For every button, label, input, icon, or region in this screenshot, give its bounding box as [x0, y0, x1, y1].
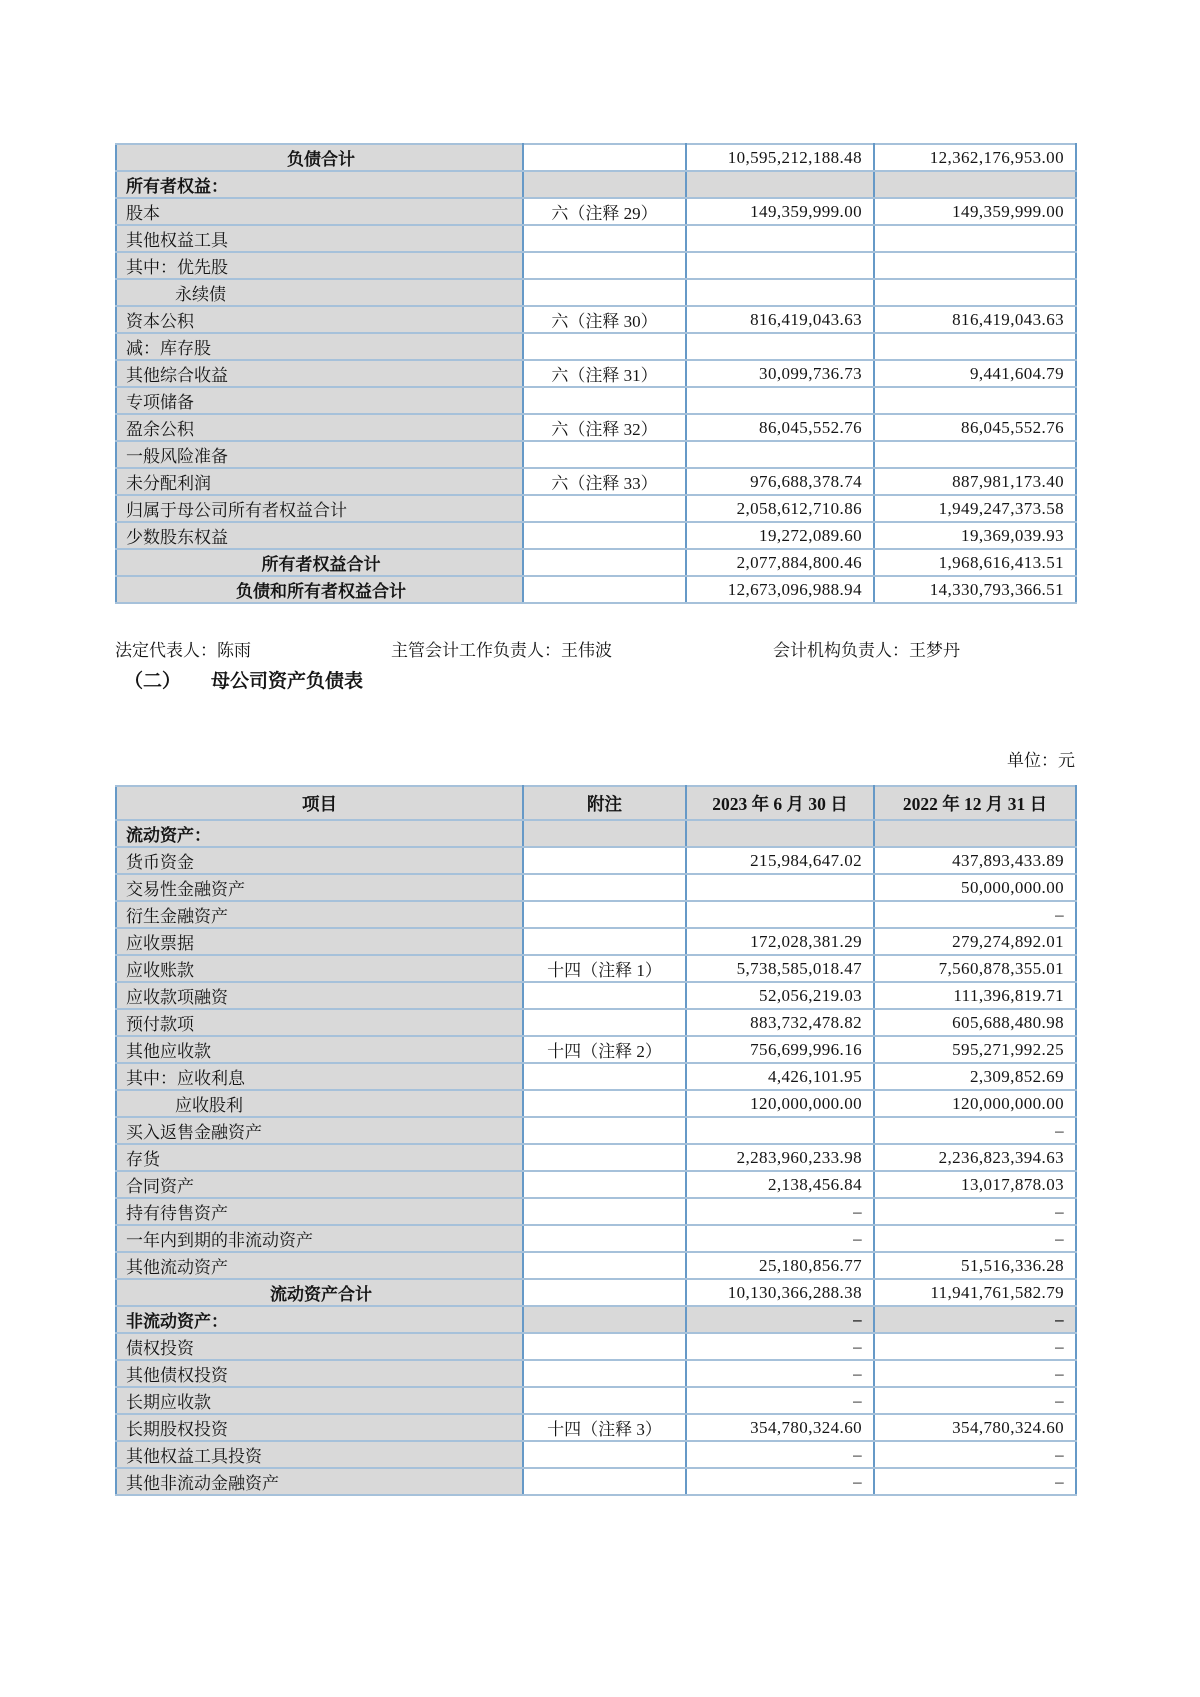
cell-label: 应收款项融资: [116, 982, 523, 1009]
cell-label: 长期股权投资: [116, 1414, 523, 1441]
cell-value-2023: [686, 252, 874, 279]
cell-label: 债权投资: [116, 1333, 523, 1360]
cell-value-2023: 10,130,366,288.38: [686, 1279, 874, 1306]
cell-label: 其他非流动金融资产: [116, 1468, 523, 1495]
cell-value-2022: –: [874, 1225, 1076, 1252]
section-index: （二）: [124, 671, 182, 692]
cell-label: 永续债: [116, 279, 523, 306]
table-header-row: [116, 786, 1076, 820]
cell-note: [523, 1441, 686, 1468]
cell-note: [523, 901, 686, 928]
cell-label: 专项储备: [116, 387, 523, 414]
table-row: [116, 847, 1076, 874]
cell-label: 买入返售金融资产: [116, 1117, 523, 1144]
cell-value-2022: –: [874, 1198, 1076, 1225]
table-row: [116, 1252, 1076, 1279]
cell-label: 一年内到期的非流动资产: [116, 1225, 523, 1252]
cell-note: [523, 333, 686, 360]
cell-value-2023: 10,595,212,188.48: [686, 144, 874, 171]
table-row: [116, 144, 1076, 171]
cell-note: [523, 1387, 686, 1414]
cell-label: 其他综合收益: [116, 360, 523, 387]
table-row: [116, 1414, 1076, 1441]
table-row: [116, 1360, 1076, 1387]
cell-value-2023: 149,359,999.00: [686, 198, 874, 225]
cell-label: 合同资产: [116, 1171, 523, 1198]
cell-value-2022: 19,369,039.93: [874, 522, 1076, 549]
cell-value-2023: 2,138,456.84: [686, 1171, 874, 1198]
cell-label: 其他权益工具投资: [116, 1441, 523, 1468]
cell-note: [523, 1198, 686, 1225]
table-row: [116, 414, 1076, 441]
cell-value-2022: 50,000,000.00: [874, 874, 1076, 901]
cell-note: [523, 144, 686, 171]
cell-note: 十四（注释 3）: [523, 1414, 686, 1441]
cell-label: 其他应收款: [116, 1036, 523, 1063]
cell-note: [523, 1225, 686, 1252]
cell-note: [523, 441, 686, 468]
cell-label: 归属于母公司所有者权益合计: [116, 495, 523, 522]
cell-note: [523, 387, 686, 414]
cell-value-2022: –: [874, 1117, 1076, 1144]
cell-value-2022: –: [874, 901, 1076, 928]
cell-value-2022: 149,359,999.00: [874, 198, 1076, 225]
cell-label: 应收股利: [116, 1090, 523, 1117]
cell-value-2022: 11,941,761,582.79: [874, 1279, 1076, 1306]
cell-label: 持有待售资产: [116, 1198, 523, 1225]
cell-label: 其中：优先股: [116, 252, 523, 279]
cell-note: 十四（注释 1）: [523, 955, 686, 982]
parent-company-balance-sheet-table: [115, 785, 1077, 1496]
cell-value-2023: 4,426,101.95: [686, 1063, 874, 1090]
cell-value-2023: 215,984,647.02: [686, 847, 874, 874]
cell-note: 六（注释 29）: [523, 198, 686, 225]
cell-note: [523, 1009, 686, 1036]
cell-note: [523, 549, 686, 576]
cell-value-2023: 86,045,552.76: [686, 414, 874, 441]
cell-value-2022: –: [874, 1387, 1076, 1414]
cell-value-2022: 9,441,604.79: [874, 360, 1076, 387]
cell-value-2022: 13,017,878.03: [874, 1171, 1076, 1198]
cell-value-2023: 120,000,000.00: [686, 1090, 874, 1117]
cell-value-2023: 883,732,478.82: [686, 1009, 874, 1036]
cell-value-2022: 437,893,433.89: [874, 847, 1076, 874]
table-row: [116, 1306, 1076, 1333]
column-header: 附注: [523, 786, 686, 820]
cell-label: 货币资金: [116, 847, 523, 874]
cell-value-2022: 120,000,000.00: [874, 1090, 1076, 1117]
table-row: [116, 1441, 1076, 1468]
cell-note: [523, 1360, 686, 1387]
cell-value-2022: [874, 333, 1076, 360]
cell-value-2022: –: [874, 1333, 1076, 1360]
cell-value-2022: 605,688,480.98: [874, 1009, 1076, 1036]
cell-value-2022: 595,271,992.25: [874, 1036, 1076, 1063]
table-row: [116, 874, 1076, 901]
cell-label: 应收票据: [116, 928, 523, 955]
cell-note: [523, 1144, 686, 1171]
cell-label: 资本公积: [116, 306, 523, 333]
table-row: [116, 1225, 1076, 1252]
cell-value-2023: [686, 874, 874, 901]
cell-note: [523, 279, 686, 306]
cell-note: 六（注释 32）: [523, 414, 686, 441]
cell-value-2023: 52,056,219.03: [686, 982, 874, 1009]
cell-label: 其中：应收利息: [116, 1063, 523, 1090]
table-row: [116, 1387, 1076, 1414]
cell-note: [523, 1333, 686, 1360]
cell-label: 一般风险准备: [116, 441, 523, 468]
section-title-text: 母公司资产负债表: [211, 671, 364, 692]
cell-value-2023: [686, 901, 874, 928]
cell-value-2022: 51,516,336.28: [874, 1252, 1076, 1279]
cell-value-2022: [874, 820, 1076, 847]
cell-value-2023: –: [686, 1441, 874, 1468]
table-row: [116, 576, 1076, 603]
cell-value-2023: [686, 387, 874, 414]
table-row: [116, 252, 1076, 279]
chief-accounting-officer-text: 主管会计工作负责人：王伟波: [391, 641, 612, 660]
cell-value-2023: 30,099,736.73: [686, 360, 874, 387]
cell-label: 其他权益工具: [116, 225, 523, 252]
table-row: [116, 1198, 1076, 1225]
cell-note: [523, 225, 686, 252]
cell-value-2023: –: [686, 1198, 874, 1225]
cell-value-2022: [874, 441, 1076, 468]
cell-note: [523, 928, 686, 955]
cell-value-2023: 5,738,585,018.47: [686, 955, 874, 982]
cell-note: 六（注释 31）: [523, 360, 686, 387]
cell-note: [523, 252, 686, 279]
cell-value-2022: –: [874, 1441, 1076, 1468]
cell-note: 六（注释 30）: [523, 306, 686, 333]
cell-note: [523, 171, 686, 198]
cell-value-2023: [686, 441, 874, 468]
table-row: [116, 1279, 1076, 1306]
cell-value-2022: –: [874, 1468, 1076, 1495]
cell-note: [523, 1468, 686, 1495]
cell-note: [523, 982, 686, 1009]
table-row: [116, 820, 1076, 847]
table-row: [116, 1333, 1076, 1360]
table-row: [116, 468, 1076, 495]
table-row: [116, 279, 1076, 306]
table-row: [116, 441, 1076, 468]
cell-value-2023: 354,780,324.60: [686, 1414, 874, 1441]
table-row: [116, 1171, 1076, 1198]
cell-value-2022: 279,274,892.01: [874, 928, 1076, 955]
cell-value-2023: [686, 279, 874, 306]
cell-value-2023: [686, 820, 874, 847]
cell-label: 衍生金融资产: [116, 901, 523, 928]
table-row: [116, 198, 1076, 225]
table-row: [116, 1063, 1076, 1090]
cell-value-2022: 1,949,247,373.58: [874, 495, 1076, 522]
table-row: [116, 982, 1076, 1009]
cell-value-2023: 2,058,612,710.86: [686, 495, 874, 522]
cell-label: 未分配利润: [116, 468, 523, 495]
column-header: 项目: [116, 786, 523, 820]
cell-value-2023: –: [686, 1333, 874, 1360]
section-title: [124, 666, 363, 693]
cell-value-2023: [686, 171, 874, 198]
cell-value-2022: 111,396,819.71: [874, 982, 1076, 1009]
table-row: [116, 387, 1076, 414]
table-row: [116, 1036, 1076, 1063]
cell-note: [523, 1252, 686, 1279]
table-row: [116, 549, 1076, 576]
cell-value-2023: 12,673,096,988.94: [686, 576, 874, 603]
cell-value-2022: 1,968,616,413.51: [874, 549, 1076, 576]
cell-label: 负债合计: [116, 144, 523, 171]
table-row: [116, 306, 1076, 333]
cell-note: [523, 1117, 686, 1144]
table-row: [116, 955, 1076, 982]
cell-value-2022: 2,309,852.69: [874, 1063, 1076, 1090]
cell-value-2022: 354,780,324.60: [874, 1414, 1076, 1441]
cell-note: [523, 820, 686, 847]
cell-value-2022: [874, 252, 1076, 279]
cell-label: 少数股东权益: [116, 522, 523, 549]
cell-value-2023: –: [686, 1468, 874, 1495]
table-row: [116, 225, 1076, 252]
table-row: [116, 171, 1076, 198]
cell-note: [523, 874, 686, 901]
cell-note: [523, 576, 686, 603]
cell-note: [523, 495, 686, 522]
cell-label: 存货: [116, 1144, 523, 1171]
cell-value-2022: 2,236,823,394.63: [874, 1144, 1076, 1171]
cell-label: 所有者权益：: [116, 171, 523, 198]
cell-note: [523, 1171, 686, 1198]
cell-value-2023: 2,077,884,800.46: [686, 549, 874, 576]
cell-note: [523, 1306, 686, 1333]
cell-value-2023: –: [686, 1387, 874, 1414]
cell-label: 股本: [116, 198, 523, 225]
column-header: 2023 年 6 月 30 日: [686, 786, 874, 820]
cell-label: 负债和所有者权益合计: [116, 576, 523, 603]
cell-label: 交易性金融资产: [116, 874, 523, 901]
cell-value-2022: 816,419,043.63: [874, 306, 1076, 333]
cell-value-2023: 816,419,043.63: [686, 306, 874, 333]
cell-value-2023: [686, 1117, 874, 1144]
cell-label: 非流动资产：: [116, 1306, 523, 1333]
table-row: [116, 1009, 1076, 1036]
cell-value-2023: –: [686, 1225, 874, 1252]
cell-value-2022: 12,362,176,953.00: [874, 144, 1076, 171]
accounting-department-head-text: 会计机构负责人：王梦丹: [773, 641, 960, 660]
cell-label: 流动资产合计: [116, 1279, 523, 1306]
table-row: [116, 1090, 1076, 1117]
cell-label: 其他债权投资: [116, 1360, 523, 1387]
cell-label: 减：库存股: [116, 333, 523, 360]
legal-representative-text: 法定代表人：陈雨: [115, 641, 251, 660]
cell-label: 长期应收款: [116, 1387, 523, 1414]
cell-value-2022: –: [874, 1360, 1076, 1387]
cell-value-2023: –: [686, 1360, 874, 1387]
column-header: 2022 年 12 月 31 日: [874, 786, 1076, 820]
cell-label: 应收账款: [116, 955, 523, 982]
cell-note: [523, 1090, 686, 1117]
table-row: [116, 1468, 1076, 1495]
cell-note: [523, 1279, 686, 1306]
table-row: [116, 928, 1076, 955]
cell-label: 预付款项: [116, 1009, 523, 1036]
cell-value-2022: 86,045,552.76: [874, 414, 1076, 441]
cell-value-2023: 2,283,960,233.98: [686, 1144, 874, 1171]
cell-value-2023: 976,688,378.74: [686, 468, 874, 495]
cell-note: [523, 522, 686, 549]
cell-value-2022: 7,560,878,355.01: [874, 955, 1076, 982]
cell-label: 盈余公积: [116, 414, 523, 441]
unit-label: 单位：元: [1007, 751, 1075, 770]
table-row: [116, 360, 1076, 387]
cell-value-2023: 172,028,381.29: [686, 928, 874, 955]
table-row: [116, 495, 1076, 522]
cell-value-2022: [874, 279, 1076, 306]
cell-label: 所有者权益合计: [116, 549, 523, 576]
cell-note: 六（注释 33）: [523, 468, 686, 495]
cell-value-2023: 19,272,089.60: [686, 522, 874, 549]
cell-value-2022: –: [874, 1306, 1076, 1333]
cell-value-2022: 887,981,173.40: [874, 468, 1076, 495]
table-row: [116, 1117, 1076, 1144]
cell-value-2022: [874, 225, 1076, 252]
table-row: [116, 901, 1076, 928]
table-row: [116, 522, 1076, 549]
consolidated-balance-sheet-equity-table: [115, 143, 1077, 604]
signatory-line: [115, 636, 1075, 660]
cell-label: 其他流动资产: [116, 1252, 523, 1279]
cell-value-2023: 25,180,856.77: [686, 1252, 874, 1279]
cell-value-2023: [686, 225, 874, 252]
cell-label: 流动资产：: [116, 820, 523, 847]
cell-value-2022: [874, 171, 1076, 198]
table-row: [116, 1144, 1076, 1171]
cell-value-2023: –: [686, 1306, 874, 1333]
cell-note: 十四（注释 2）: [523, 1036, 686, 1063]
cell-note: [523, 1063, 686, 1090]
cell-value-2022: 14,330,793,366.51: [874, 576, 1076, 603]
cell-value-2023: 756,699,996.16: [686, 1036, 874, 1063]
cell-note: [523, 847, 686, 874]
table-row: [116, 333, 1076, 360]
cell-value-2022: [874, 387, 1076, 414]
cell-value-2023: [686, 333, 874, 360]
